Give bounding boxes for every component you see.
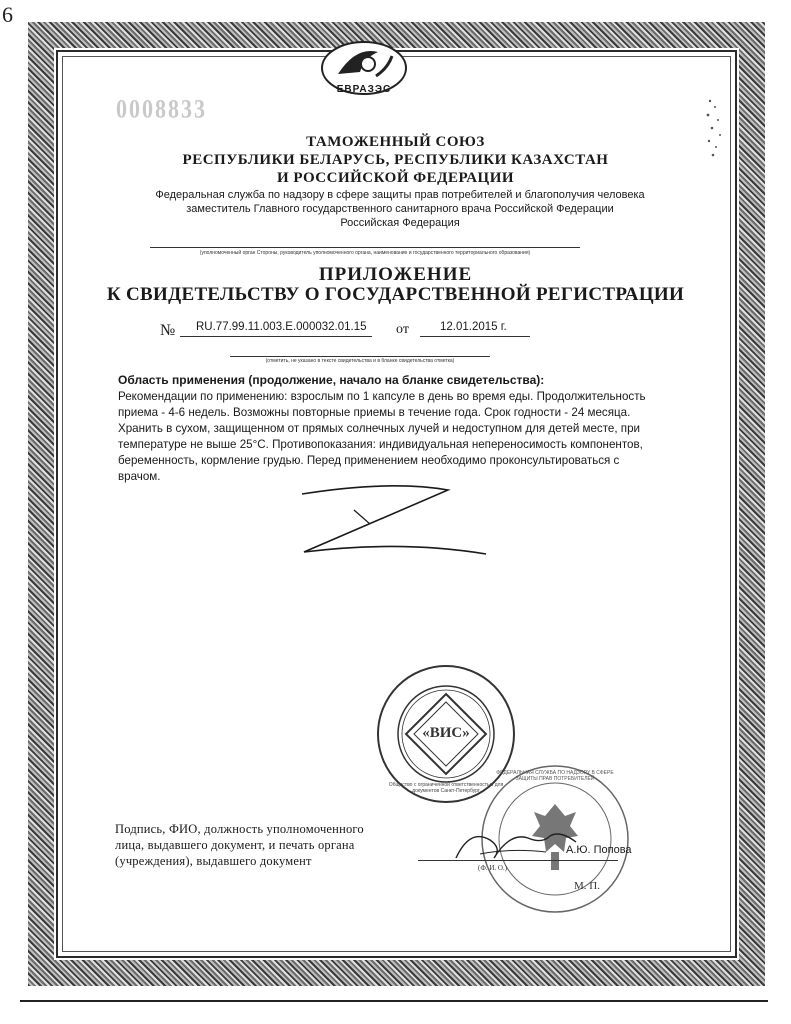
serial-number: 0008833 <box>116 93 207 124</box>
authority-line-2: заместитель Главного государственного санитарного врача Российской Федерации <box>186 203 614 215</box>
registration-caption-underline <box>230 356 490 357</box>
registration-number-label: № <box>160 322 176 339</box>
signer-caption: (Ф. И. О.) <box>478 864 508 872</box>
signature <box>450 818 590 868</box>
eurasec-logo <box>316 38 412 102</box>
registration-date-underline <box>420 336 530 337</box>
official-stamp-ring-text: ФЕДЕРАЛЬНАЯ СЛУЖБА ПО НАДЗОРУ В СФЕРЕ ЗАЩИТЫ ПРАВ ПОТРЕБИТЕЛЕЙ <box>496 770 614 782</box>
document-title-line-2: К СВИДЕТЕЛЬСТВУ О ГОСУДАРСТВЕННОЙ РЕГИСТРАЦИИ <box>106 284 685 305</box>
document-title-line-1: ПРИЛОЖЕНИЕ <box>318 264 473 285</box>
bottom-mark: М. П. <box>574 880 600 892</box>
content-line-1: Рекомендации по применению: взрослым по 1 капсуле в день во время еды. Продолжительность <box>118 390 646 403</box>
registration-caption: (отметить, не указано в тексте свидетельства и в бланке свидетельства отметка) <box>265 358 455 364</box>
signature-label-line-1: Подпись, ФИО, должность уполномоченного <box>115 822 364 836</box>
content-line-3: Хранить в сухом, защищенном от прямых солнечных лучей и недоступном для детей месте, при <box>118 422 641 435</box>
registration-number-underline <box>180 336 372 337</box>
content-line-4: температуре не выше 25°С. Противопоказания: индивидуальная непереносимость компонентов, <box>118 438 643 451</box>
content-line-5: беременность, кормление грудью. Перед применением необходимо проконсультироваться с <box>118 454 620 467</box>
authority-line-3: Российская Федерация <box>340 217 460 229</box>
scope-heading: Область применения (продолжение, начало на бланке свидетельства): <box>118 373 545 387</box>
header-line-1: ТАМОЖЕННЫЙ СОЮЗ <box>306 134 485 150</box>
page-number-mark: 6 <box>2 2 13 27</box>
registration-number: RU.77.99.11.003.E.000032.01.15 <box>196 321 367 333</box>
signature-label-line-3: (учреждения), выдавшего документ <box>115 854 312 868</box>
logo-text: ЕВРАЗЭС <box>336 84 392 95</box>
registration-date-label: от <box>396 322 409 337</box>
header-line-3: И РОССИЙСКОЙ ФЕДЕРАЦИИ <box>276 170 515 186</box>
authority-caption: (уполномоченный орган Стороны, руководитель уполномоченного органа, наименование и государственного территориального образования) <box>199 250 531 256</box>
signer-name: А.Ю. Попова <box>566 844 632 856</box>
registration-date: 12.01.2015 г. <box>440 321 507 333</box>
scan-edge-line <box>20 1000 768 1002</box>
strike-through-mark <box>280 480 510 580</box>
authority-underline <box>150 247 580 248</box>
header-line-2: РЕСПУБЛИКИ БЕЛАРУСЬ, РЕСПУБЛИКИ КАЗАХСТАН <box>182 152 609 168</box>
company-stamp-ring-text: Общество с ограниченной ответственностью для документов Санкт-Петербург <box>388 782 504 794</box>
content-line-6: врачом. <box>118 470 161 483</box>
signature-label-line-2: лица, выдавшего документ, и печать органа <box>115 838 355 852</box>
company-stamp-center-text: «ВИС» <box>422 725 470 741</box>
content-line-2: приема - 4-6 недель. Возможны повторные приемы в течение года. Срок годности - 24 месяца. <box>118 406 631 419</box>
authority-line-1: Федеральная служба по надзору в сфере защиты прав потребителей и благополучия человека <box>155 189 645 201</box>
